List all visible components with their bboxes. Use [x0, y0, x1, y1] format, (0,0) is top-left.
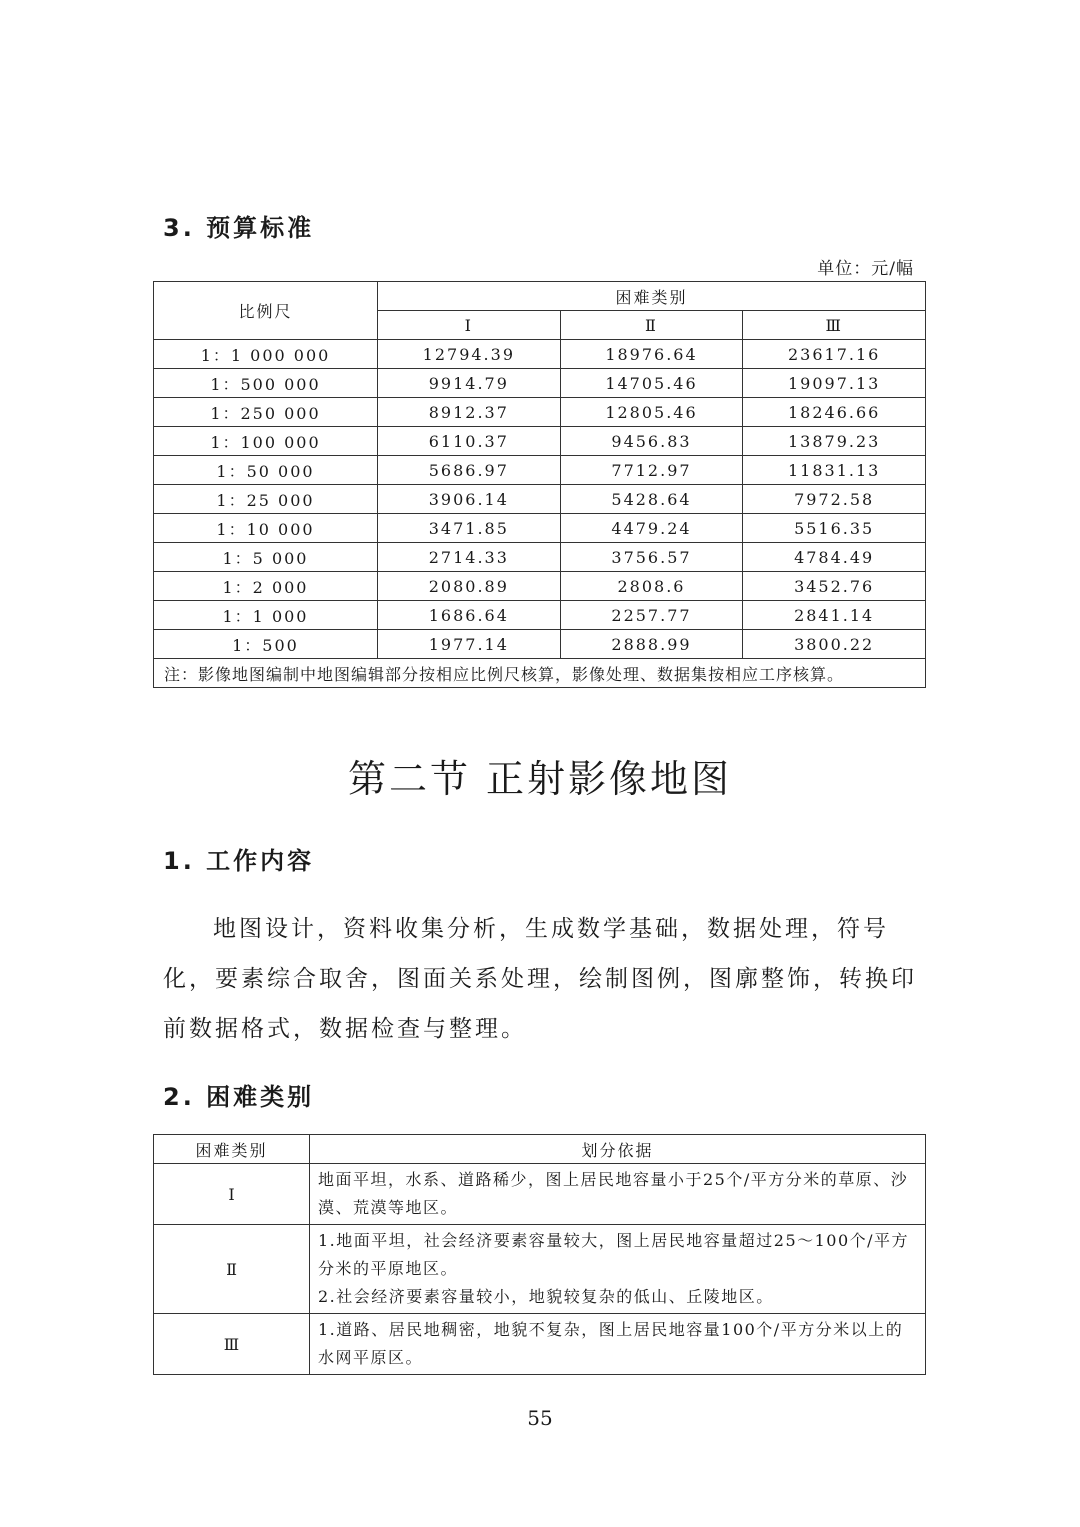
budget-note: 注：影像地图编制中地图编辑部分按相应比例尺核算，影像处理、数据集按相应工序核算。 [154, 659, 926, 688]
scale-cell: 1：10 000 [154, 514, 378, 543]
value-cell-i: 6110.37 [378, 427, 561, 456]
value-cell-iii: 4784.49 [743, 543, 926, 572]
category-header-iii: Ⅲ [743, 311, 926, 340]
table-row [154, 630, 926, 659]
scale-cell: 1：500 [154, 630, 378, 659]
table-row [154, 543, 926, 572]
value-cell-iii: 19097.13 [743, 369, 926, 398]
value-cell-ii: 2257.77 [560, 601, 743, 630]
value-cell-iii: 3800.22 [743, 630, 926, 659]
table-row [154, 485, 926, 514]
value-cell-iii: 3452.76 [743, 572, 926, 601]
value-cell-i: 2080.89 [378, 572, 561, 601]
difficulty-basis-cell [310, 1314, 926, 1375]
budget-table-body [154, 340, 926, 659]
difficulty-table-body [154, 1164, 926, 1375]
scale-cell: 1：1 000 [154, 601, 378, 630]
basis-line: 1.地面平坦，社会经济要素容量较大，图上居民地容量超过25～100个/平方分米的平原地区。 [318, 1231, 910, 1278]
value-cell-ii: 2808.6 [560, 572, 743, 601]
value-cell-ii: 9456.83 [560, 427, 743, 456]
work-content-body: 地图设计，资料收集分析，生成数学基础，数据处理，符号化，要素综合取舍，图面关系处理，绘制图例，图廓整饰，转换印前数据格式，数据检查与整理。 [163, 916, 917, 1042]
value-cell-iii: 5516.35 [743, 514, 926, 543]
value-cell-i: 1977.14 [378, 630, 561, 659]
value-cell-iii: 11831.13 [743, 456, 926, 485]
difficulty-table [153, 1134, 926, 1375]
difficulty-category-cell: Ⅲ [154, 1314, 310, 1375]
work-content-heading: 1. 工作内容 [163, 847, 315, 875]
scale-cell: 1：50 000 [154, 456, 378, 485]
table-row [154, 427, 926, 456]
table-row [154, 456, 926, 485]
category-header-ii: Ⅱ [560, 311, 743, 340]
scale-cell: 1：1 000 000 [154, 340, 378, 369]
scale-cell: 1：250 000 [154, 398, 378, 427]
section-title: 第二节 正射影像地图 [347, 757, 733, 801]
value-cell-i: 3471.85 [378, 514, 561, 543]
table-row [154, 601, 926, 630]
category-header-i: Ⅰ [378, 311, 561, 340]
difficulty-heading: 2. 困难类别 [163, 1083, 315, 1111]
value-cell-i: 5686.97 [378, 456, 561, 485]
value-cell-iii: 13879.23 [743, 427, 926, 456]
value-cell-i: 12794.39 [378, 340, 561, 369]
value-cell-iii: 7972.58 [743, 485, 926, 514]
table-row [154, 1225, 926, 1314]
budget-table [153, 281, 926, 688]
value-cell-i: 8912.37 [378, 398, 561, 427]
value-cell-ii: 5428.64 [560, 485, 743, 514]
table-row [154, 369, 926, 398]
scale-cell: 1：2 000 [154, 572, 378, 601]
scale-cell: 1：25 000 [154, 485, 378, 514]
value-cell-iii: 2841.14 [743, 601, 926, 630]
difficulty-header: 困难类别 [378, 282, 926, 311]
basis-line: 2.社会经济要素容量较小，地貌较复杂的低山、丘陵地区。 [318, 1287, 774, 1306]
difficulty-category-cell: Ⅰ [154, 1164, 310, 1225]
value-cell-ii: 3756.57 [560, 543, 743, 572]
unit-label: 单位：元/幅 [817, 259, 914, 279]
scale-cell: 1：500 000 [154, 369, 378, 398]
value-cell-ii: 12805.46 [560, 398, 743, 427]
value-cell-i: 2714.33 [378, 543, 561, 572]
value-cell-iii: 23617.16 [743, 340, 926, 369]
budget-heading: 3. 预算标准 [163, 214, 315, 242]
value-cell-ii: 18976.64 [560, 340, 743, 369]
value-cell-iii: 18246.66 [743, 398, 926, 427]
table-row [154, 340, 926, 369]
difficulty-basis-cell [310, 1164, 926, 1225]
page-number: 55 [527, 1406, 553, 1430]
difficulty-category-cell: Ⅱ [154, 1225, 310, 1314]
table-row [154, 1314, 926, 1375]
value-cell-ii: 14705.46 [560, 369, 743, 398]
scale-cell: 1：5 000 [154, 543, 378, 572]
basis-line: 地面平坦，水系、道路稀少，图上居民地容量小于25个/平方分米的草原、沙漠、荒漠等地区。 [318, 1170, 909, 1217]
scale-header: 比例尺 [154, 282, 378, 340]
table-row [154, 572, 926, 601]
table-row [154, 398, 926, 427]
difficulty-basis-cell [310, 1225, 926, 1314]
table-row [154, 1164, 926, 1225]
value-cell-ii: 2888.99 [560, 630, 743, 659]
basis-line: 1.道路、居民地稠密，地貌不复杂，图上居民地容量100个/平方分米以上的水网平原区。 [318, 1320, 904, 1367]
value-cell-i: 3906.14 [378, 485, 561, 514]
difficulty-category-header: 困难类别 [154, 1135, 310, 1164]
value-cell-i: 1686.64 [378, 601, 561, 630]
difficulty-basis-header: 划分依据 [310, 1135, 926, 1164]
scale-cell: 1：100 000 [154, 427, 378, 456]
table-row [154, 514, 926, 543]
value-cell-i: 9914.79 [378, 369, 561, 398]
value-cell-ii: 4479.24 [560, 514, 743, 543]
value-cell-ii: 7712.97 [560, 456, 743, 485]
